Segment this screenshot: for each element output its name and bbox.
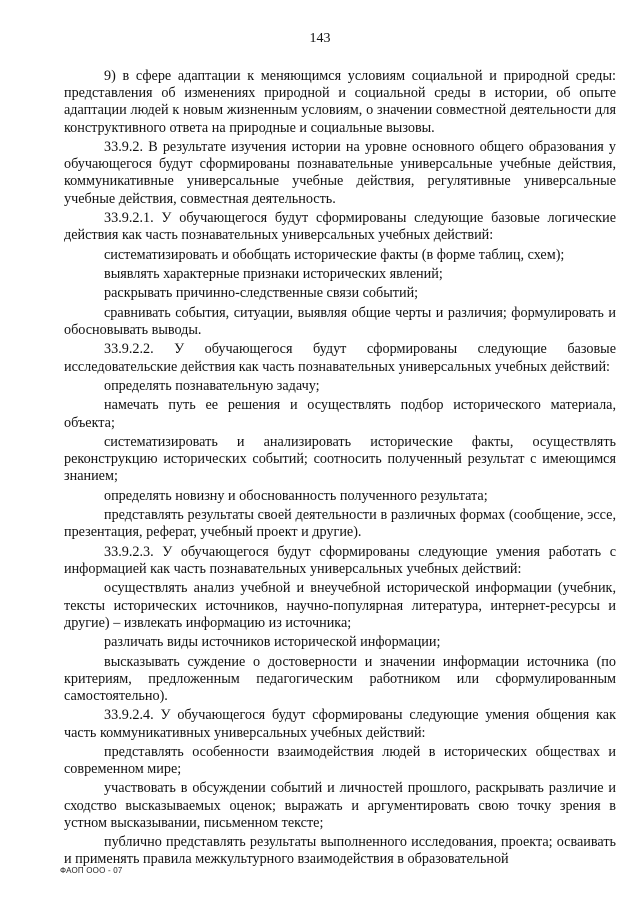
paragraph-33-9-2-1: 33.9.2.1. У обучающегося будут сформированы следующие базовые логические действия как часть познавательных универсальных учебных действий:: [64, 210, 616, 244]
list-item: раскрывать причинно-следственные связи событий;: [104, 285, 419, 302]
paragraph-33-9-2-4: 33.9.2.4. У обучающегося будут сформированы следующие умения общения как часть коммуникативных универсальных учебных действий:: [64, 707, 616, 741]
list-item: различать виды источников исторической информации;: [104, 634, 441, 651]
list-item: представлять особенности взаимодействия людей в исторических обществах и современном мире;: [64, 743, 616, 778]
list-item: участвовать в обсуждении событий и личностей прошлого, раскрывать различие и сходство высказываемых оценок; выражать и аргументировать свою точку зрения в устном высказывании, письменном тексте;: [64, 780, 616, 831]
list-item: публично представлять результаты выполненного исследования, проекта; осваивать и применять правила межкультурного взаимодействия в образовательной: [64, 834, 616, 868]
footer-code: ФАОП ООО - 07: [60, 866, 123, 875]
document-body: [64, 68, 616, 871]
list-item: систематизировать и обобщать исторические факты (в форме таблиц, схем);: [104, 246, 565, 263]
list-item: представлять результаты своей деятельности в различных формах (сообщение, эссе, презентация, реферат, учебный проект и другие).: [64, 507, 616, 541]
list-item: осуществлять анализ учебной и внеучебной исторической информации (учебник, тексты исторических источников, научно-популярная литература, интернет-ресурсы и другие) – извлекать информацию из источника;: [64, 580, 616, 631]
list-item: систематизировать и анализировать исторические факты, осуществлять реконструкцию исторических событий; соотносить полученный результат с имеющимся знанием;: [64, 433, 616, 485]
list-item: определять новизну и обоснованность полученного результата;: [104, 487, 488, 504]
paragraph-33-9-2-2: 33.9.2.2. У обучающегося будут сформированы следующие базовые исследовательские действия как часть познавательных универсальных учебных действий:: [64, 341, 616, 375]
paragraph-adaptation: 9) в сфере адаптации к меняющимся условиям социальной и природной среды: представления об изменениях природной и социальной среды в истории, об опыте адаптации людей к новым жизненным условиям, о значении совместной деятельности для конструктивного ответа на природные и социальные вызовы.: [64, 68, 616, 136]
paragraph-33-9-2-3: 33.9.2.3. У обучающегося будут сформированы следующие умения работать с информацией как часть познавательных универсальных учебных действий:: [64, 543, 616, 577]
list-item: определять познавательную задачу;: [104, 377, 320, 394]
list-item: выявлять характерные признаки исторических явлений;: [104, 265, 443, 282]
paragraph-33-9-2: 33.9.2. В результате изучения истории на уровне основного общего образования у обучающегося будут сформированы познавательные универсальные учебные действия, коммуникативные универсальные учебные действия, регулятивные универсальные учебные действия, совместная деятельность.: [64, 139, 616, 207]
page-number: 143: [309, 31, 331, 46]
list-item: сравнивать события, ситуации, выявляя общие черты и различия; формулировать и обосновывать выводы.: [64, 304, 616, 338]
list-item: высказывать суждение о достоверности и значении информации источника (по критериям, предложенным педагогическим работником или сформулированным самостоятельно).: [64, 653, 616, 704]
list-item: намечать путь ее решения и осуществлять подбор исторического материала, объекта;: [64, 397, 616, 431]
